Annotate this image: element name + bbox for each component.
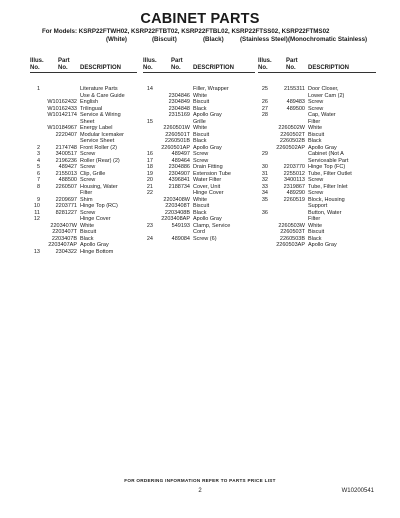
parts-column-2 [143,58,255,242]
part-number: 2188734 [168,183,190,190]
description-header: DESCRIPTION [308,65,350,71]
part-description: Hinge Cover [193,190,224,196]
part-description: White [80,222,95,229]
part-description: Button, Water [308,209,342,216]
part-header-bottom: No. [286,65,296,71]
part-number: 2304907 [168,170,190,177]
part-description: Water Filter [193,177,222,183]
part-number: 489500 [286,105,305,112]
part-number: 489497 [171,151,190,157]
part-description: Door Closer, [308,86,339,92]
illus-number: 34 [261,190,268,196]
part-number: 489427 [58,164,77,170]
part-number: 488500 [58,177,77,183]
part-description: Shim [80,196,93,203]
part-description: Trilingual [80,105,103,112]
part-description: Housing, Water [80,183,118,190]
column-header [143,58,255,73]
part-description: Apollo Gray [193,144,222,151]
part-number: 2260501B [164,138,190,144]
part-number: 2304886 [168,164,190,170]
part-description: Filter [80,190,93,196]
part-number: 2304848 [168,105,190,112]
illus-number: 7 [36,177,40,183]
part-number: 2203408T [165,203,190,209]
part-description: Hinge Cover [80,216,111,222]
page-number: 2 [198,488,202,494]
illus-number: 5 [36,164,40,170]
part-header-bottom: No. [58,65,68,71]
part-number: 3400113 [283,177,305,183]
column-header [258,58,376,73]
part-description: Screw (6) [193,235,217,242]
illus-number: 13 [33,248,40,255]
illus-header-top: Illus. [258,58,272,64]
part-number: 4396841 [168,177,190,183]
illus-header-top: Illus. [143,58,157,64]
illus-number: 16 [146,151,153,157]
part-description: White [193,125,208,131]
part-description: Biscuit [308,131,325,138]
part-description: Biscuit [308,229,325,235]
parts-column-3 [258,58,376,249]
part-number: 489084 [171,235,190,242]
part-number: 2260503AP [276,242,305,248]
part-description: Clamp, Service [193,222,231,229]
part-number: 2304849 [168,99,190,105]
part-description: Cord [193,229,205,235]
part-description: Black [193,209,207,216]
part-number: 2203407AP [48,242,77,248]
part-description: Grille [193,118,206,125]
illus-number: 28 [261,112,268,118]
color-white: (White) [106,36,127,43]
part-description: White [308,222,323,229]
column-header [30,58,137,73]
part-description: Sheet [80,118,95,125]
part-description: Apollo Gray [80,242,109,248]
part-number: 2260501T [165,131,190,138]
part-number: 2260503W [278,222,305,229]
part-description: Black [308,138,322,144]
part-description: Roller (Rear) (2) [80,157,120,164]
part-header-top: Part [286,58,298,64]
part-description: Black [193,105,207,112]
illus-number: 4 [36,157,40,164]
illus-number: 19 [146,170,153,177]
part-description: Service Sheet [80,138,115,144]
part-number: 8281227 [55,209,77,216]
part-number: 2203407W [50,222,77,229]
part-description: Service & Wiring [80,112,121,118]
part-number: W10162432 [47,99,77,105]
part-description: English [80,99,99,105]
illus-number: 25 [261,86,268,92]
part-number: 2203771 [55,203,77,209]
part-description: Cover, Unit [193,183,221,190]
part-number: 489483 [286,99,305,105]
part-number: 2220407 [55,131,77,138]
part-description: Use & Care Guide [80,92,125,99]
illus-number: 2 [36,144,40,151]
part-number: 2319867 [283,183,305,190]
illus-number: 11 [34,209,40,216]
part-number: 2260503T [280,229,305,235]
illus-number: 14 [146,86,153,92]
illus-number: 3 [36,151,40,157]
illus-number: 35 [261,196,268,203]
part-description: Screw [308,105,324,112]
parts-row [143,236,255,243]
part-description: White [193,92,208,99]
part-description: Filler, Wrapper [193,86,229,92]
illus-number: 29 [261,151,268,157]
part-description: Filter [308,118,321,125]
part-description: Black [80,235,94,242]
description-header: DESCRIPTION [193,65,235,71]
models-line: For Models: KSRP22FTWH02, KSRP22FTBT02, KSRP22FTBL02, KSRP22FTSS02, KSRP22FTMS02 [42,28,330,35]
part-description: Biscuit [193,131,210,138]
illus-number: 12 [33,216,40,222]
part-number: 549193 [171,222,190,229]
illus-number: 21 [146,183,153,190]
part-number: 2255012 [283,170,305,177]
part-number: W10162433 [47,105,77,112]
part-description: Tube, Filter Inlet [308,183,348,190]
part-description: Black [308,235,322,242]
part-description: Cap, Water [308,112,336,118]
color-biscuit: (Biscuit) [152,36,177,43]
illus-number: 23 [146,222,153,229]
part-number: W10142174 [47,112,77,118]
illus-number: 20 [146,177,153,183]
part-description: Extension Tube [193,170,231,177]
part-description: Energy Label [80,125,113,131]
part-number: 2155311 [283,86,305,92]
part-description: Apollo Gray [308,242,337,248]
part-number: 2260502AP [276,144,305,151]
part-description: Block, Housing [308,196,345,203]
part-number: 2260502T [280,131,305,138]
part-description: Apollo Gray [308,144,337,151]
parts-row [258,242,376,249]
illus-number: 8 [36,183,40,190]
part-description: Screw [80,164,96,170]
page-title: CABINET PARTS [140,11,260,27]
part-description: Drain Fitting [193,164,223,170]
part-description: Screw [80,177,96,183]
illus-number: 27 [261,105,268,112]
part-description: Cabinet (Not A [308,151,344,157]
part-description: Apollo Gray [193,216,222,222]
illus-number: 32 [261,177,268,183]
part-number: W10184967 [47,125,77,131]
document-number: W10200541 [341,488,374,494]
illus-number: 36 [261,209,268,216]
part-number: 2209697 [55,196,77,203]
ordering-note: FOR ORDERING INFORMATION REFER TO PARTS PRICE LIST [124,478,276,483]
part-number: 2203770 [283,164,305,170]
parts-row [30,249,137,256]
part-description: Screw [308,190,324,196]
illus-number: 9 [36,196,40,203]
part-number: 3400517 [55,151,77,157]
part-description: White [193,196,208,203]
part-header-top: Part [171,58,183,64]
part-description: Filter [308,216,321,222]
part-number: 2260507 [55,183,77,190]
part-description: Screw [193,157,209,164]
description-header: DESCRIPTION [80,65,122,71]
part-number: 489464 [171,157,190,164]
part-description: Hinge Bottom [80,248,114,255]
illus-number: 26 [261,99,268,105]
part-number: 2260501W [163,125,190,131]
illus-number: 6 [36,170,40,177]
illus-number: 33 [261,183,268,190]
part-description: Black [193,138,207,144]
parts-column-1 [30,58,137,255]
part-number: 2304846 [168,92,190,99]
part-description: Apollo Gray [193,112,222,118]
part-header-bottom: No. [171,65,181,71]
part-description: Biscuit [193,203,210,209]
illus-header-top: Illus. [30,58,44,64]
illus-number: 24 [146,235,153,242]
part-number: 2315169 [168,112,190,118]
part-description: Lower Cam (2) [308,92,345,99]
part-number: 2304322 [55,248,77,255]
illus-number: 31 [261,170,268,177]
part-number: 2203407B [51,235,77,242]
part-number: 2260519 [283,196,305,203]
part-description: Literature Parts [80,86,118,92]
part-description: Hinge Top (FC) [308,164,346,170]
part-description: Front Roller (2) [80,144,117,151]
part-number: 2174748 [55,144,77,151]
part-description: Clip, Grille [80,170,106,177]
color-black: (Black) [203,36,224,43]
color-stainless-steel: (Stainless Steel) [240,36,288,43]
part-number: 2260502B [279,138,305,144]
part-description: Screw [80,151,96,157]
part-description: Support [308,203,328,209]
part-number: 2203407T [52,229,77,235]
part-description: Serviceable Part [308,157,349,164]
part-description: White [308,125,323,131]
illus-header-bottom: No. [258,65,268,71]
part-number: 2260503B [279,235,305,242]
illus-number: 18 [146,164,153,170]
part-number: 2203408AP [161,216,190,222]
part-number: 2260502W [278,125,305,131]
part-description: Modular Icemaker [80,131,125,138]
part-description: Screw [308,177,324,183]
part-number: 2203408W [163,196,190,203]
part-number: 2155013 [55,170,77,177]
illus-number: 15 [146,118,153,125]
part-number: 489290 [286,190,305,196]
part-number: 2196236 [55,157,77,164]
illus-number: 1 [36,86,40,92]
part-description: Screw [308,99,324,105]
part-number: 2203408B [164,209,190,216]
part-description: Screw [80,209,96,216]
illus-number: 30 [261,164,268,170]
part-description: Hinge Top (RC) [80,203,118,209]
part-number: 2260501AP [161,144,190,151]
color-monochromatic-stainless: (Monochromatic Stainless) [288,36,368,43]
part-header-top: Part [58,58,70,64]
illus-header-bottom: No. [143,65,153,71]
part-description: Tube, Filter Outlet [308,170,352,177]
illus-header-bottom: No. [30,65,40,71]
part-description: Biscuit [80,229,97,235]
illus-number: 10 [33,203,40,209]
part-description: Biscuit [193,99,210,105]
illus-number: 22 [146,190,153,196]
illus-number: 17 [146,157,153,164]
part-description: Screw [193,151,209,157]
